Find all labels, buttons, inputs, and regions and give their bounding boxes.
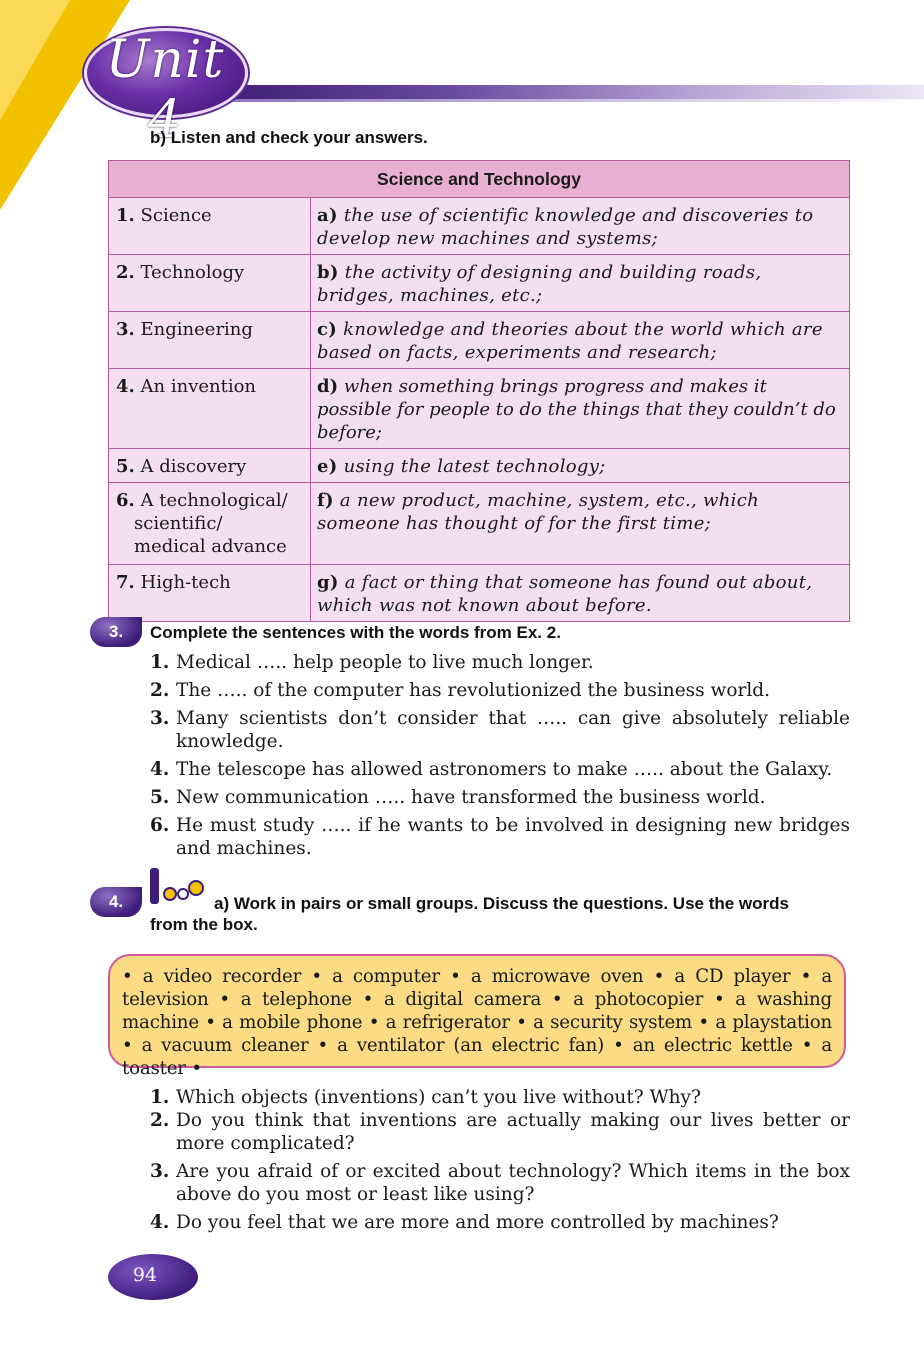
exercise-number-3: 3.	[90, 617, 142, 647]
definition-cell: a) the use of scientific knowledge and discoveries to develop new machines and systems;	[311, 198, 850, 255]
ex3-instruction: Complete the sentences with the words from Ex. 2.	[150, 623, 561, 642]
term-cell: 4. An invention	[109, 369, 311, 449]
term-cell: 6. A technological/ scientific/ medical advance	[109, 483, 311, 565]
list-item: 4. The telescope has allowed astronomers to make ….. about the Galaxy.	[150, 759, 833, 780]
exercise-number-4: 4.	[90, 887, 142, 917]
page-number: 94	[132, 1264, 158, 1286]
table-row	[109, 369, 850, 449]
list-item: 2. Do you think that inventions are actually making our lives better or more complicated?	[150, 1110, 850, 1154]
ex3-sentence-list	[150, 651, 850, 865]
unit-title: Unit 4	[105, 30, 225, 150]
term-cell: 1. Science	[109, 198, 311, 255]
term-cell: 3. Engineering	[109, 312, 311, 369]
term-cell: 5. A discovery	[109, 449, 311, 483]
definition-cell: g) a fact or thing that someone has found out about, which was not known about before.	[311, 565, 850, 622]
table-title: Science and Technology	[109, 161, 850, 198]
pair-work-icon	[150, 866, 214, 908]
definition-cell: f) a new product, machine, system, etc., which someone has thought of for the first time;	[311, 483, 850, 565]
table-row	[109, 255, 850, 312]
list-item: 4. Do you feel that we are more and more controlled by machines?	[150, 1212, 779, 1233]
ex4-instruction-line1: a) Work in pairs or small groups. Discuss the questions. Use the words	[214, 894, 789, 913]
term-cell: 2. Technology	[109, 255, 311, 312]
list-item: 1. Medical ….. help people to live much longer.	[150, 652, 594, 673]
header-bar	[200, 85, 924, 99]
definition-cell: e) using the latest technology;	[311, 449, 850, 483]
table-row	[109, 198, 850, 255]
table-row	[109, 483, 850, 565]
definition-cell: c) knowledge and theories about the world which are based on facts, experiments and research;	[311, 312, 850, 369]
list-item: 1. Which objects (inventions) can’t you live without? Why?	[150, 1087, 701, 1108]
header-bar-underline	[200, 99, 924, 102]
definition-cell: d) when something brings progress and makes it possible for people to do the things that they couldn’t do before;	[311, 369, 850, 449]
list-item: 6. He must study ….. if he wants to be involved in designing new bridges and machines.	[150, 815, 850, 859]
table-row	[109, 449, 850, 483]
ex2b-instruction: b) Listen and check your answers.	[150, 128, 428, 147]
list-item: 2. The ….. of the computer has revolutionized the business world.	[150, 680, 770, 701]
list-item: 3. Are you afraid of or excited about technology? Which items in the box above do you most or least like using?	[150, 1161, 850, 1205]
table-row	[109, 312, 850, 369]
vocab-table	[108, 160, 850, 622]
table-row	[109, 565, 850, 622]
list-item: 5. New communication ….. have transformed the business world.	[150, 787, 766, 808]
word-box: • a video recorder • a computer • a microwave oven • a CD player • a television • a telephone • a digital camera • a photocopier • a washing machine • a mobile phone • a refrigerator • a security system • a playstation • a vacuum cleaner • a ventilator (an electric fan) • an electric kettle • a toaster •	[108, 954, 846, 1068]
table-header-row	[109, 161, 850, 198]
corner-highlight	[0, 0, 70, 120]
ex4-instruction-line2: from the box.	[150, 915, 258, 934]
definition-cell: b) the activity of designing and building roads, bridges, machines, etc.;	[311, 255, 850, 312]
ex4-question-list	[150, 1086, 850, 1239]
term-cell: 7. High-tech	[109, 565, 311, 622]
list-item: 3. Many scientists don’t consider that ….. can give absolutely reliable knowledge.	[150, 708, 850, 752]
